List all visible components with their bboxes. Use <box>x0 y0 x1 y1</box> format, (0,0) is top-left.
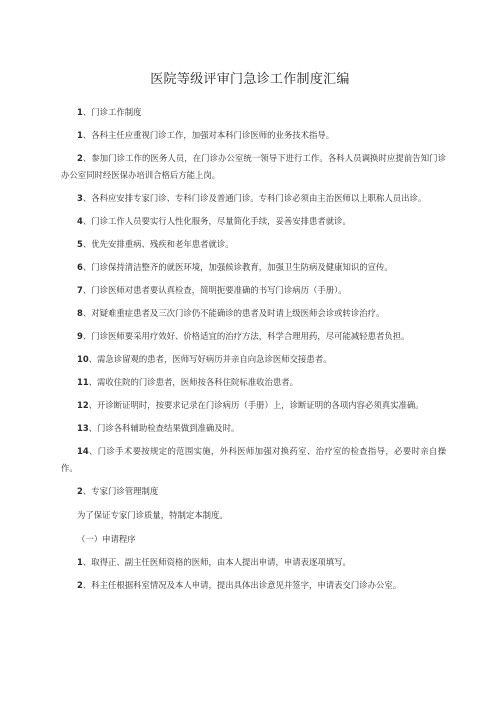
paragraph: 10、需急诊留观的患者，医师写好病历并亲自向急诊医师交接患者。 <box>77 354 332 364</box>
paragraph: 12、开诊断证明时，按要求记录在门诊病历（手册）上，诊断证明的各项内容必须真实准确。 <box>77 400 424 410</box>
paragraph: 14、门诊手术要按规定的范围实施，外科医师加强对换药室、治疗室的检查指导，必要时亲自操作。 <box>61 446 446 473</box>
paragraph: 2、参加门诊工作的医务人员，在门诊办公室统一领导下进行工作。各科人员调换时应提前告知门诊办公室同时经医保办培训合格后方能上岗。 <box>61 153 446 180</box>
paragraph: 为了保证专家门诊质量，特制定本制度。 <box>77 510 228 520</box>
paragraph: 2、专家门诊管理制度 <box>77 486 159 496</box>
paragraph: 1、门诊工作制度 <box>77 107 142 117</box>
paragraph: 9、门诊医师要采用疗效好、价格适宜的治疗方法，科学合理用药，尽可能减轻患者负担。 <box>77 331 410 341</box>
paragraph: 7、门诊医师对患者要认真检查，简明扼要准确的书写门诊病历（手册）。 <box>77 285 347 295</box>
paragraph: 11、需收住院的门诊患者，医师按各科住院标准收治患者。 <box>77 377 299 387</box>
document-body <box>61 104 446 594</box>
paragraph: 2、科主任根据科室情况及本人申请，提出具体出诊意见并签字，申请表交门诊办公室。 <box>77 580 402 590</box>
paragraph: 3、各科应安排专家门诊、专科门诊及普通门诊。专科门诊必须由主治医师以上职称人员出诊。 <box>77 193 427 203</box>
paragraph: （一）申请程序 <box>77 534 136 544</box>
paragraph: 1、取得正、副主任医师资格的医师，由本人提出申请，申请表逐项填写。 <box>77 557 351 567</box>
paragraph: 5、优先安排重病、残疾和老年患者就诊。 <box>77 239 234 249</box>
document-title: 医院等级评审门急诊工作制度汇编 <box>150 72 350 87</box>
paragraph: 1、各科主任应重视门诊工作，加强对本科门诊医师的业务技术指导。 <box>77 130 335 140</box>
paragraph: 13、门诊各科辅助检查结果做到准确及时。 <box>77 423 240 433</box>
paragraph: 4、门诊工作人员要实行人性化服务，尽量简化手续，妥善安排患者就诊。 <box>77 216 351 226</box>
paragraph: 6、门诊保持清洁整齐的就医环境，加强候诊教育，加强卫生防病及健康知识的宣传。 <box>77 262 393 272</box>
paragraph: 8、对疑难重症患者及三次门诊仍不能确诊的患者及时请上级医师会诊或转诊治疗。 <box>77 308 385 318</box>
